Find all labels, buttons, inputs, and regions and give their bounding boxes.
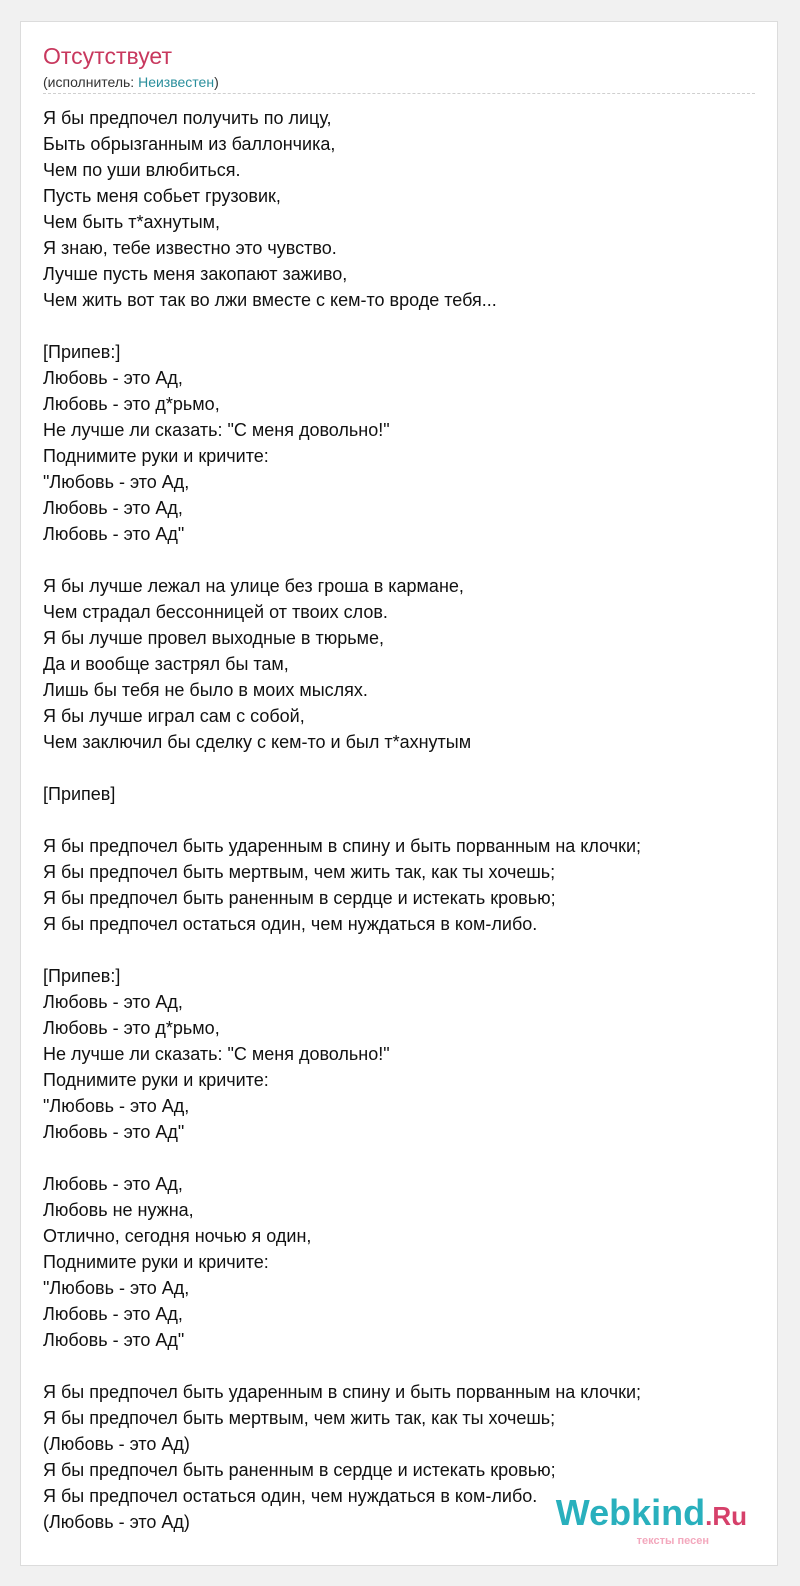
lyric-line: Любовь - это Ад, <box>43 1304 183 1324</box>
lyric-line: Я бы предпочел быть мертвым, чем жить так, как ты хочешь; <box>43 1408 556 1428</box>
stanza-gap <box>43 1353 755 1379</box>
stanza-gap <box>43 755 755 781</box>
lyric-line: Поднимите руки и кричите: <box>43 446 269 466</box>
lyric-line: Быть обрызганным из баллончика, <box>43 134 336 154</box>
stanza-gap <box>43 1145 755 1171</box>
artist-prefix: (исполнитель: <box>43 74 139 90</box>
lyric-line: Лучше пусть меня закопают заживо, <box>43 264 348 284</box>
stanza-gap <box>43 547 755 573</box>
lyric-line: Чем быть т*ахнутым, <box>43 212 221 232</box>
lyric-line: Пусть меня собьет грузовик, <box>43 186 281 206</box>
lyric-line: (Любовь - это Ад) <box>43 1512 190 1532</box>
lyric-line: Я бы предпочел остаться один, чем нуждаться в ком-либо. <box>43 914 538 934</box>
lyrics-card <box>20 21 778 1566</box>
lyric-line: Отлично, сегодня ночью я один, <box>43 1226 312 1246</box>
lyric-line: Любовь не нужна, <box>43 1200 194 1220</box>
lyric-line: Я бы предпочел быть раненным в сердце и истекать кровью; <box>43 888 556 908</box>
lyric-line: "Любовь - это Ад, <box>43 472 190 492</box>
lyric-line: Чем жить вот так во лжи вместе с кем-то вроде тебя... <box>43 290 497 310</box>
lyric-line: "Любовь - это Ад, <box>43 1278 190 1298</box>
lyric-line: Я бы предпочел быть раненным в сердце и истекать кровью; <box>43 1460 556 1480</box>
lyric-line: Любовь - это Ад, <box>43 498 183 518</box>
logo-wordmark <box>556 1494 747 1535</box>
artist-suffix: ) <box>214 74 219 90</box>
lyric-line: Любовь - это д*рьмо, <box>43 1018 220 1038</box>
lyric-line: Поднимите руки и кричите: <box>43 1252 269 1272</box>
lyric-line: Любовь - это Ад, <box>43 1174 183 1194</box>
song-title: Отсутствует <box>43 43 172 69</box>
lyric-line: Я бы лучше провел выходные в тюрьме, <box>43 628 385 648</box>
lyric-line: Любовь - это Ад, <box>43 368 183 388</box>
lyric-line: Я знаю, тебе известно это чувство. <box>43 238 337 258</box>
lyric-line: Я бы предпочел быть ударенным в спину и быть порванным на клочки; <box>43 836 642 856</box>
lyric-line: Не лучше ли сказать: "С меня довольно!" <box>43 1044 390 1064</box>
lyric-line: "Любовь - это Ад, <box>43 1096 190 1116</box>
lyric-line: Я бы предпочел быть ударенным в спину и быть порванным на клочки; <box>43 1382 642 1402</box>
logo-tld: .Ru <box>705 1501 747 1531</box>
artist-line <box>43 73 219 91</box>
logo-name: Webkind <box>555 1492 706 1533</box>
lyric-line: Я бы лучше лежал на улице без гроша в кармане, <box>43 576 464 596</box>
lyric-line: [Припев] <box>43 784 116 804</box>
site-logo[interactable] <box>556 1494 747 1547</box>
lyric-line: Чем страдал бессонницей от твоих слов. <box>43 602 388 622</box>
stanza-gap <box>43 937 755 963</box>
lyric-line: Любовь - это Ад" <box>43 524 185 544</box>
lyric-line: [Припев:] <box>43 966 121 986</box>
lyric-line: Да и вообще застрял бы там, <box>43 654 289 674</box>
lyric-line: (Любовь - это Ад) <box>43 1434 190 1454</box>
lyric-line: Лишь бы тебя не было в моих мыслях. <box>43 680 368 700</box>
artist-link[interactable]: Неизвестен <box>138 74 215 90</box>
stanza-gap <box>43 313 755 339</box>
lyric-line: Я бы предпочел получить по лицу, <box>43 108 332 128</box>
lyric-line: Любовь - это Ад" <box>43 1330 185 1350</box>
lyric-line: Любовь - это Ад" <box>43 1122 185 1142</box>
dashed-divider <box>43 93 755 94</box>
lyric-line: Любовь - это д*рьмо, <box>43 394 220 414</box>
lyric-line: Чем по уши влюбиться. <box>43 160 241 180</box>
lyric-line: Я бы лучше играл сам с собой, <box>43 706 305 726</box>
lyric-line: Поднимите руки и кричите: <box>43 1070 269 1090</box>
logo-tagline: тексты песен <box>636 1535 709 1547</box>
lyric-line: Я бы предпочел быть мертвым, чем жить так, как ты хочешь; <box>43 862 556 882</box>
lyric-line: Я бы предпочел остаться один, чем нуждаться в ком-либо. <box>43 1486 538 1506</box>
lyrics-body <box>43 105 755 1535</box>
stanza-gap <box>43 807 755 833</box>
lyric-line: Чем заключил бы сделку с кем-то и был т*ахнутым <box>43 732 472 752</box>
lyric-line: Не лучше ли сказать: "С меня довольно!" <box>43 420 390 440</box>
lyric-line: [Припев:] <box>43 342 121 362</box>
lyric-line: Любовь - это Ад, <box>43 992 183 1012</box>
